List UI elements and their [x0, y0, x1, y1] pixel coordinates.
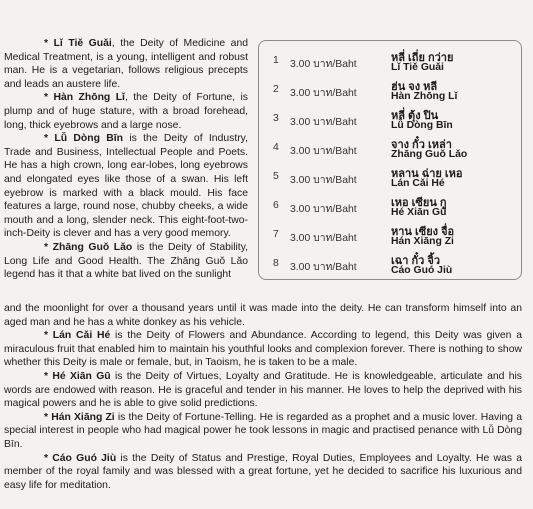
row-latin-name: Lǚ Dòng Bīn: [391, 120, 453, 131]
paragraph-li-tie-guai: [4, 37, 248, 91]
row-price: 3.00 บาท/Baht: [290, 233, 357, 244]
row-thai-name: หลาน ฉ่าย เหอ: [391, 168, 463, 180]
deity-name: * Lǐ Tiě Guǎi: [44, 38, 112, 49]
paragraph-he-xian-gu: [4, 370, 522, 411]
row-number: 8: [273, 258, 279, 269]
row-number: 3: [273, 113, 279, 124]
row-number: 6: [273, 200, 279, 211]
row-number: 7: [273, 229, 279, 240]
row-latin-name: Lǐ Tiě Guǎi: [391, 62, 444, 73]
row-latin-name: Hé Xiān Gū: [391, 207, 447, 218]
deity-description: is the Deity of Stability, Long Life and Good Health. The Zhāng Guǒ Lǎo legend has it that a white bat lived on the sunlight: [4, 241, 249, 281]
deity-name: * Hàn Zhōng Lǐ: [44, 92, 125, 104]
paragraph-han-zhong-li: [4, 91, 248, 132]
deity-description: , the Deity of Fortune, is plump and of huge stature, with a broad forehead, long, thick eyebrows and a large nose.: [4, 92, 248, 131]
deity-description: is the Deity of Industry, Trade and Business, Intellectual People and Poets. He has a high crown, long ear-lobes, long eyebrows and elongated eyes like those of a swan. His left eyebrow is marked with a black mould. His face features a large, round nose, chubby cheeks, a wide mouth and a long, slender neck. This eight-foot-two-inch-Deity is clever and has a very good memory.: [4, 133, 248, 240]
row-price: 3.00 บาท/Baht: [290, 146, 357, 157]
deity-name: * Cáo Guó Jiù: [44, 452, 117, 464]
table-row: [259, 251, 523, 279]
row-thai-name: หาน เซียง จื่อ: [391, 226, 455, 238]
paragraph-han-xiang-zi: [4, 411, 522, 452]
row-number: 1: [273, 55, 279, 66]
deity-description: is the Deity of Virtues, Loyalty and Gratitude. He is knowledgeable, articulate and his words are endowed with reason. He is graceful and tender in his manner. He loves to help the deprived with his magical powers and he is able to give solid predictions.: [4, 370, 523, 410]
paragraph-lu-dong-bin: [4, 132, 248, 241]
row-latin-name: Cáo Guó Jiù: [391, 265, 453, 276]
deity-name: * Lǚ Dòng Bīn: [44, 133, 123, 145]
row-thai-name: หลี่ เถี่ย กว่าย: [391, 52, 454, 64]
row-latin-name: Hán Xiāng Zi: [391, 236, 454, 247]
row-thai-name: หลี่ ตุ้ง ปิน: [391, 110, 439, 122]
row-thai-name: เฉา กั๋ว จิ้ว: [391, 255, 441, 267]
row-thai-name: เหอ เซียน กู: [391, 197, 447, 209]
row-price: 3.00 บาท/Baht: [290, 175, 357, 186]
table-row: [259, 193, 523, 221]
row-price: 3.00 บาท/Baht: [290, 117, 357, 128]
table-row: [259, 222, 523, 250]
deity-name: * Zhāng Guǒ Lǎo: [44, 241, 133, 253]
deity-description: and the moonlight for over a thousand years until it was made into the deity. He can transform himself into an aged man and he has a white donkey as his vehicle.: [4, 303, 522, 328]
stamp-price-table: [258, 40, 522, 280]
full-width-text: [4, 302, 522, 492]
row-thai-name: จาง กั๋ว เหล่า: [391, 139, 452, 151]
table-row: [259, 77, 523, 105]
paragraph-zhang-guo-lao: [4, 241, 248, 282]
row-number: 4: [273, 142, 279, 153]
deity-name: * Hé Xiān Gū: [44, 370, 111, 382]
row-thai-name: ฮ่น จง หลี: [391, 81, 438, 93]
paragraph-zhang-guo-lao-continued: [4, 302, 522, 329]
row-price: 3.00 บาท/Baht: [290, 204, 357, 215]
paragraph-lan-cai-he: [4, 329, 522, 370]
deity-description: is the Deity of Flowers and Abundance. According to legend, this Deity was given a miraculous fruit that enabled him to maintain his youthful looks and complexion forever. There is nothing to show whether this Deity is male or female, but, in Taoism, he is taken to be a male.: [4, 330, 522, 369]
deity-description: is the Deity of Status and Prestige, Royal Duties, Employees and Loyalty. He was a member of the royal family and was blessed with a great fortune, yet he decided to sacrifice his luxurious and easy life for meditation.: [4, 452, 522, 491]
table-row: [259, 106, 523, 134]
row-price: 3.00 บาท/Baht: [290, 262, 357, 273]
row-number: 2: [273, 84, 279, 95]
left-text-column: [4, 37, 248, 282]
deity-description: is the Deity of Fortune-Telling. He is regarded as a prophet and a music lover. Having a special interest in people who had magical power he took lessons in magic and practised penance with Lǚ Dòng Bīn.: [4, 411, 522, 450]
table-row: [259, 135, 523, 163]
row-price: 3.00 บาท/Baht: [290, 59, 357, 70]
table-row: [259, 164, 523, 192]
row-number: 5: [273, 171, 279, 182]
deity-name: * Hán Xiāng Zi: [44, 411, 115, 423]
row-latin-name: Lán Cǎi Hé: [391, 178, 445, 189]
deity-description: , the Deity of Medicine and Medical Treatment, is a young, intelligent and robust man. He is a vegetarian, follows religious precepts and leads an austere life.: [4, 38, 248, 90]
deity-name: * Lán Cǎi Hé: [44, 330, 111, 342]
paragraph-cao-guo-jiu: [4, 452, 522, 493]
row-latin-name: Hàn Zhōng Lǐ: [391, 91, 458, 102]
row-price: 3.00 บาท/Baht: [290, 88, 357, 99]
table-row: [259, 48, 523, 76]
row-latin-name: Zhāng Guǒ Lǎo: [391, 149, 468, 160]
